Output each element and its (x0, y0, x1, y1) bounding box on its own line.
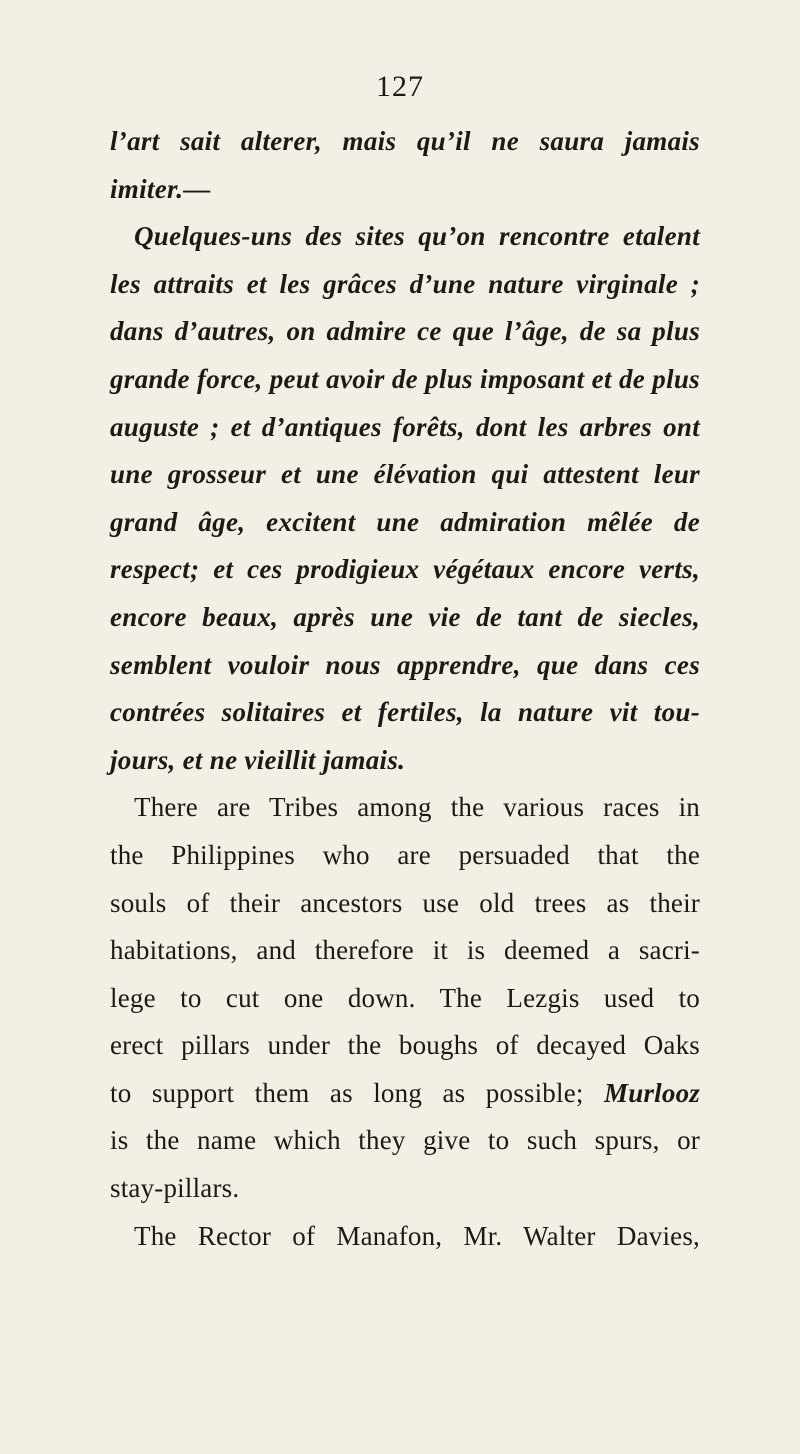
text-line: semblent vouloir nous apprendre, que dans ces (110, 649, 700, 680)
text-line: to support them as long as possible; Murlooz (110, 1077, 700, 1108)
text-line: grande force, peut avoir de plus imposant et de plus (110, 363, 700, 394)
text-line: respect; et ces prodigieux végétaux encore verts, (110, 554, 700, 585)
text-line: une grosseur et une élévation qui attestent leur (110, 459, 700, 490)
text-line: stay-pillars. (110, 1173, 240, 1204)
text-line: imiter.— (110, 173, 211, 204)
text-line: contrées solitaires et fertiles, la nature vit tou- (110, 697, 700, 728)
emphasis-murlooz: Murlooz (604, 1077, 700, 1108)
text-line: l’art sait alterer, mais qu’il ne saura jamais (110, 126, 700, 156)
text-line: auguste ; et d’antiques forêts, dont les arbres ont (110, 411, 700, 442)
body-text (110, 118, 700, 1260)
text-line: jours, et ne vieillit jamais. (110, 744, 406, 775)
page-number: 127 (376, 70, 424, 103)
text-line: the Philippines who are persuaded that the (110, 839, 700, 870)
text-line: les attraits et les grâces d’une nature virginale ; (110, 268, 700, 299)
text-line: erect pillars under the boughs of decayed Oaks (110, 1030, 700, 1061)
text-line: dans d’autres, on admire ce que l’âge, de sa plus (110, 316, 700, 347)
text-line: is the name which they give to such spurs, or (110, 1125, 700, 1156)
text-line: The Rector of Manafon, Mr. Walter Davies, (134, 1220, 700, 1251)
text-line: There are Tribes among the various races in (134, 792, 700, 823)
text-line: souls of their ancestors use old trees as their (110, 887, 700, 918)
text-line: lege to cut one down. The Lezgis used to (110, 982, 700, 1013)
text-line: grand âge, excitent une admiration mêlée de (110, 506, 700, 537)
text-line: habitations, and therefore it is deemed a sacri- (110, 935, 700, 966)
text-line: Quelques-uns des sites qu’on rencontre etalent (134, 221, 700, 252)
text-line: encore beaux, après une vie de tant de siecles, (110, 601, 700, 632)
